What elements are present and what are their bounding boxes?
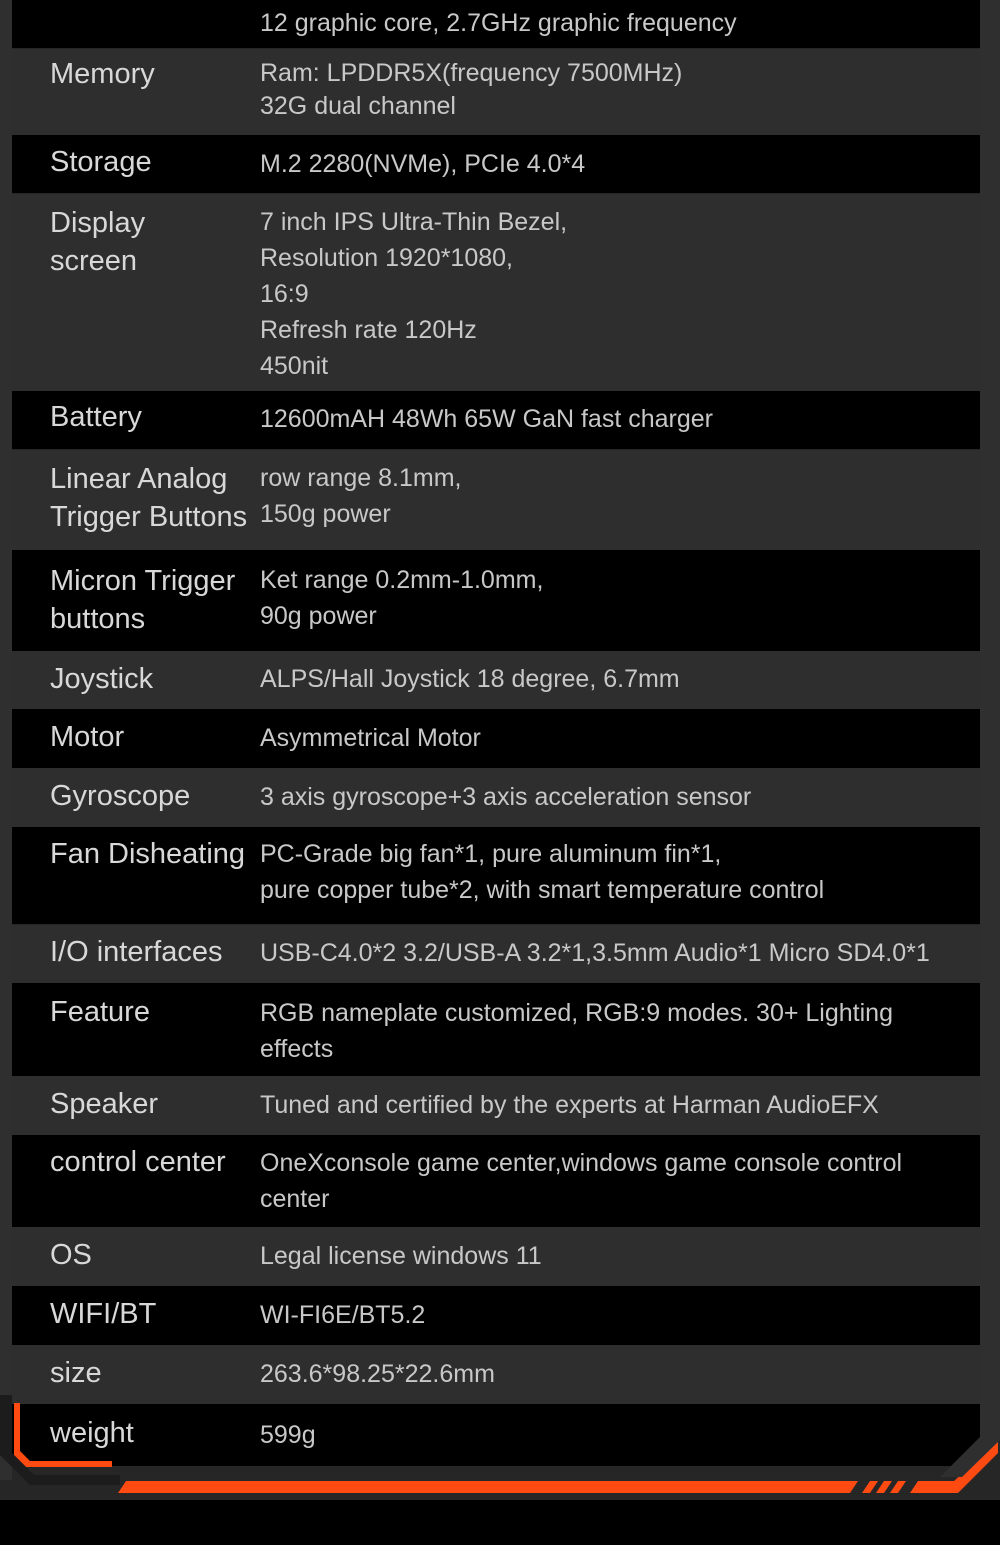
spec-value: ALPS/Hall Joystick 18 degree, 6.7mm: [260, 665, 680, 693]
spec-row-os: [12, 1227, 980, 1286]
spec-label: OS: [50, 1239, 92, 1271]
spec-row-wifi: [12, 1286, 980, 1345]
spec-value: 7 inch IPS Ultra-Thin Bezel, Resolution 1920*1080, 16:9 Refresh rate 120Hz 450nit: [260, 208, 568, 380]
spec-label: WIFI/BT: [50, 1298, 157, 1330]
spec-row-display: [12, 194, 980, 391]
accent-bottom-bar: [118, 1481, 858, 1493]
spec-label: weight: [50, 1417, 134, 1449]
spec-value: row range 8.1mm, 150g power: [260, 464, 462, 528]
spec-label: Storage: [50, 146, 152, 178]
accent-stripe-3: [890, 1481, 906, 1493]
spec-label: Display screen: [50, 207, 146, 277]
spec-value: 3 axis gyroscope+3 axis acceleration sensor: [260, 783, 752, 811]
spec-label: Gyroscope: [50, 780, 191, 812]
spec-row-storage: [12, 135, 980, 193]
spec-label: Joystick: [50, 663, 154, 695]
spec-label: Feature: [50, 996, 150, 1028]
spec-label: Motor: [50, 721, 125, 753]
spec-row-linear-trigger: [12, 450, 980, 550]
spec-row-control-center: [12, 1135, 980, 1227]
spec-value: Legal license windows 11: [260, 1242, 542, 1270]
accent-stripe-1: [862, 1481, 878, 1493]
spec-label: size: [50, 1357, 102, 1389]
spec-row-feature: [12, 983, 980, 1076]
spec-label: Micron Trigger buttons: [50, 565, 236, 635]
spec-label: Fan Disheating: [50, 838, 246, 870]
spec-row-continuation: [12, 0, 980, 48]
spec-value-continuation: 12 graphic core, 2.7GHz graphic frequency: [260, 9, 737, 37]
frame-left-edge: [0, 0, 12, 1480]
spec-value: Tuned and certified by the experts at Harman AudioEFX: [260, 1091, 879, 1119]
spec-value: 263.6*98.25*22.6mm: [260, 1360, 495, 1388]
spec-value: Ram: LPDDR5X(frequency 7500MHz) 32G dual channel: [260, 59, 683, 120]
spec-value: Asymmetrical Motor: [260, 724, 481, 752]
accent-stripe-2: [876, 1481, 892, 1493]
spec-row-fan: [12, 827, 980, 924]
spec-value: 599g: [260, 1421, 316, 1449]
spec-row-io: [12, 925, 980, 983]
spec-label: Speaker: [50, 1088, 159, 1120]
spec-value: USB-C4.0*2 3.2/USB-A 3.2*1,3.5mm Audio*1 Micro SD4.0*1: [260, 939, 930, 967]
spec-label: Linear Analog Trigger Buttons: [50, 463, 248, 533]
spec-value: OneXconsole game center,windows game console control center: [260, 1149, 903, 1213]
spec-value: 12600mAH 48Wh 65W GaN fast charger: [260, 405, 713, 433]
spec-value: RGB nameplate customized, RGB:9 modes. 30+ Lighting effects: [260, 999, 893, 1063]
spec-row-joystick: [12, 651, 980, 709]
spec-value: Ket range 0.2mm-1.0mm, 90g power: [260, 566, 544, 630]
spec-label: Battery: [50, 401, 142, 433]
frame-right-edge: [980, 0, 1000, 1440]
spec-value: WI-FI6E/BT5.2: [260, 1301, 426, 1329]
frame-accent-border: [0, 1395, 1000, 1505]
frame-corner-right: [940, 1395, 1000, 1477]
spec-label: Memory: [50, 58, 155, 90]
spec-row-micron-trigger: [12, 550, 980, 651]
spec-row-speaker: [12, 1076, 980, 1135]
spec-value: PC-Grade big fan*1, pure aluminum fin*1, pure copper tube*2, with smart temperature control: [260, 840, 825, 904]
spec-label: control center: [50, 1146, 226, 1178]
spec-label: I/O interfaces: [50, 936, 223, 968]
spec-row-battery: [12, 391, 980, 449]
spec-row-motor: [12, 709, 980, 768]
spec-row-memory: [12, 49, 980, 135]
spec-row-gyroscope: [12, 768, 980, 827]
spec-value: M.2 2280(NVMe), PCIe 4.0*4: [260, 150, 586, 178]
accent-left-bracket: [14, 1403, 112, 1467]
